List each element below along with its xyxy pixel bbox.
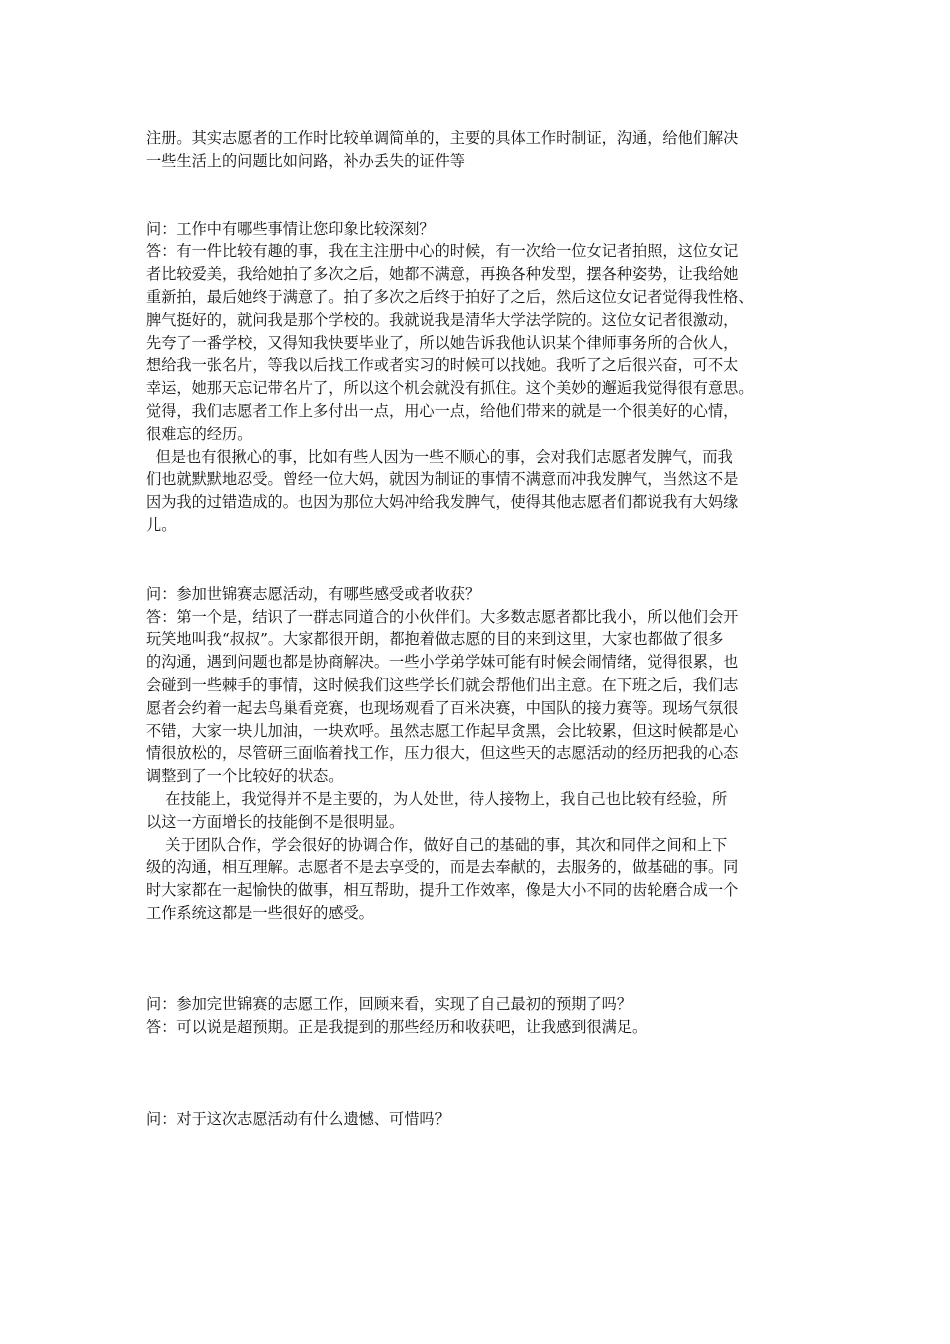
answer-line: 因为我的过错造成的。也因为那位大妈冲给我发脾气，使得其他志愿者们都说我有大妈缘	[146, 493, 739, 512]
spacer	[146, 925, 811, 993]
intro-paragraph	[146, 127, 811, 173]
spacer	[146, 537, 811, 583]
answer-line: 关于团队合作，学会很好的协调合作，做好自己的基础的事，其次和同伴之间和上下	[146, 835, 728, 854]
spacer	[146, 1038, 811, 1108]
answer-line: 的沟通，遇到问题也都是协商解决。一些小学弟学妹可能有时候会闹情绪，觉得很累，也	[146, 653, 739, 672]
answer-line: 情很放松的，尽管研三面临着找工作，压力很大，但这些天的志愿活动的经历把我的心态	[146, 744, 739, 763]
answer-line: 脾气挺好的，就问我是那个学校的。我就说我是清华大学法学院的。这位女记者很激动，	[146, 310, 739, 329]
answer-line: 玩笑地叫我“叔叔”。大家都很开朗，都抱着做志愿的目的来到这里，大家也都做了很多	[146, 630, 724, 649]
qa-regret-paragraph	[146, 1108, 811, 1131]
answer-line: 儿。	[146, 515, 177, 534]
qa-gains-paragraph	[146, 583, 811, 925]
answer-line: 想给我一张名片，等我以后找工作或者实习的时候可以找她。我听了之后很兴奋，可不太	[146, 356, 739, 375]
answer-line: 调整到了一个比较好的状态。	[146, 767, 344, 786]
qa-expectation-paragraph	[146, 993, 811, 1039]
answer-line: 重新拍，最后她终于满意了。拍了多次之后终于拍好了之后，然后这位女记者觉得我性格、	[146, 287, 754, 306]
answer-line: 答：可以说是超预期。正是我提到的那些经历和收获吧，让我感到很满足。	[146, 1017, 648, 1036]
qa-impression-paragraph	[146, 218, 811, 537]
answer-line: 在技能上，我觉得并不是主要的，为人处世，待人接物上，我自己也比较有经验，所	[146, 789, 728, 808]
answer-line: 幸运，她那天忘记带名片了，所以这个机会就没有抓住。这个美妙的邂逅我觉得很有意思。	[146, 379, 754, 398]
spacer	[146, 173, 811, 218]
answer-line: 不错，大家一块儿加油，一块欢呼。虽然志愿工作起早贪黑，会比较累，但这时候都是心	[146, 721, 739, 740]
answer-line: 答：有一件比较有趣的事，我在主注册中心的时候，有一次给一位女记者拍照，这位女记	[146, 242, 739, 261]
answer-line: 工作系统这都是一些很好的感受。	[146, 903, 374, 922]
answer-line: 者比较爱美，我给她拍了多次之后，她都不满意，再换各种发型，摆各种姿势，让我给她	[146, 265, 739, 284]
answer-line: 以这一方面增长的技能倒不是很明显。	[146, 812, 405, 831]
answer-line: 愿者会约着一起去鸟巢看竞赛，也现场观看了百米决赛，中国队的接力赛等。现场气氛很	[146, 698, 739, 717]
question-line: 问：参加世锦赛志愿活动，有哪些感受或者收获？	[146, 584, 481, 603]
answer-line: 答：第一个是，结识了一群志同道合的小伙伴们。大多数志愿者都比我小，所以他们会开	[146, 607, 739, 626]
answer-line: 先夸了一番学校，又得知我快要毕业了，所以她告诉我他认识某个律师事务所的合伙人，	[146, 333, 739, 352]
answer-line: 很难忘的经历。	[146, 424, 253, 443]
document-page	[146, 127, 811, 1131]
question-line: 问：工作中有哪些事情让您印象比较深刻？	[146, 219, 435, 238]
answer-line: 级的沟通，相互理解。志愿者不是去享受的，而是去奉献的，去服务的，做基础的事。同	[146, 858, 739, 877]
answer-line: 会碰到一些棘手的事情，这时候我们这些学长们就会帮他们出主意。在下班之后，我们志	[146, 675, 739, 694]
answer-line: 但是也有很揪心的事，比如有些人因为一些不顺心的事，会对我们志愿者发脾气，而我	[146, 447, 733, 466]
question-line: 问：参加完世锦赛的志愿工作，回顾来看，实现了自己最初的预期了吗？	[146, 994, 632, 1013]
answer-line: 觉得，我们志愿者工作上多付出一点，用心一点，给他们带来的就是一个很美好的心情，	[146, 401, 739, 420]
question-line: 问：对于这次志愿活动有什么遗憾、可惜吗？	[146, 1110, 450, 1129]
text-line: 一些生活上的问题比如问路，补办丢失的证件等	[146, 151, 465, 170]
text-line: 注册。其实志愿者的工作时比较单调简单的，主要的具体工作时制证，沟通，给他们解决	[146, 129, 739, 147]
answer-line: 时大家都在一起愉快的做事，相互帮助，提升工作效率，像是大小不同的齿轮磨合成一个	[146, 881, 739, 900]
answer-line: 们也就默默地忍受。曾经一位大妈，就因为制证的事情不满意而冲我发脾气，当然这不是	[146, 470, 739, 489]
